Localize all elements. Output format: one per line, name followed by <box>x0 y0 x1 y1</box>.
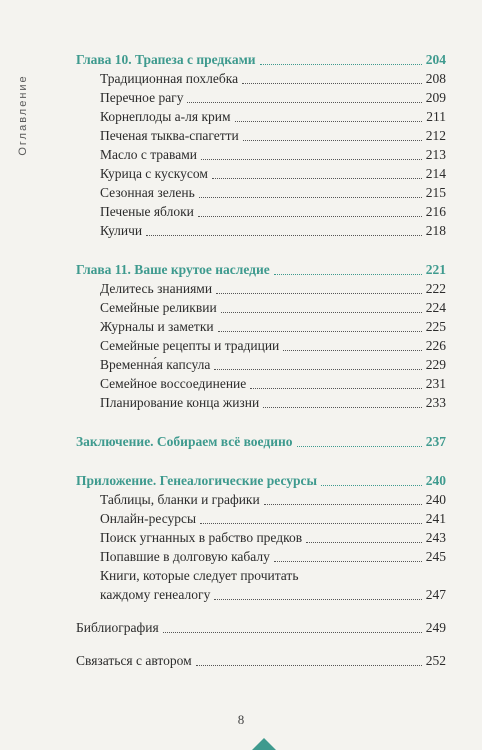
leader-dots <box>250 387 421 389</box>
toc-item[interactable]: Перечное рагу 209 <box>100 90 446 105</box>
toc-item[interactable]: Таблицы, бланки и графики 240 <box>100 492 446 507</box>
leader-dots <box>214 368 421 370</box>
toc-item[interactable]: Онлайн-ресурсы 241 <box>100 511 446 526</box>
leader-dots <box>235 120 423 122</box>
leader-dots <box>216 292 422 294</box>
leader-dots <box>264 503 422 505</box>
toc-item[interactable]: Семейные рецепты и традиции 226 <box>100 338 446 353</box>
leader-dots <box>146 234 422 236</box>
toc-item[interactable]: Печеная тыква-спагетти 212 <box>100 128 446 143</box>
leader-dots <box>243 139 422 141</box>
toc-item-line2: каждому генеалогу 247 <box>100 587 446 602</box>
triangle-marker-icon <box>252 738 276 750</box>
toc-item[interactable]: Планирование конца жизни 233 <box>100 395 446 410</box>
table-of-contents <box>76 50 446 670</box>
toc-chapter-10[interactable]: Глава 10. Трапеза с предками 204 <box>76 52 446 67</box>
leader-dots <box>260 63 422 65</box>
leader-dots <box>263 406 422 408</box>
leader-dots <box>242 82 422 84</box>
leader-dots <box>221 311 422 313</box>
leader-dots <box>274 273 422 275</box>
leader-dots <box>306 541 422 543</box>
page-number: 8 <box>237 712 245 727</box>
toc-item[interactable]: Семейное воссоединение 231 <box>100 376 446 391</box>
leader-dots <box>274 560 422 562</box>
leader-dots <box>214 598 421 600</box>
leader-dots <box>283 349 421 351</box>
leader-dots <box>196 664 422 666</box>
leader-dots <box>163 631 422 633</box>
section-gap <box>76 604 446 618</box>
toc-appendix[interactable]: Приложение. Генеалогические ресурсы 240 <box>76 473 446 488</box>
toc-item[interactable]: Традиционная похлебка 208 <box>100 71 446 86</box>
leader-dots <box>201 158 422 160</box>
leader-dots <box>297 445 422 447</box>
toc-item[interactable]: Попавшие в долговую кабалу 245 <box>100 549 446 564</box>
toc-item[interactable]: Масло с травами 213 <box>100 147 446 162</box>
toc-item[interactable]: Сезонная зелень 215 <box>100 185 446 200</box>
section-gap <box>76 412 446 432</box>
section-gap <box>76 451 446 471</box>
section-gap <box>76 240 446 260</box>
toc-item[interactable]: Печеные яблоки 216 <box>100 204 446 219</box>
leader-dots <box>187 101 421 103</box>
toc-item[interactable]: Курица с кускусом 214 <box>100 166 446 181</box>
leader-dots <box>321 484 422 486</box>
toc-bibliography[interactable]: Библиография 249 <box>76 620 446 635</box>
toc-item[interactable]: Делитесь знаниями 222 <box>100 281 446 296</box>
toc-contact-author[interactable]: Связаться с автором 252 <box>76 653 446 668</box>
toc-item[interactable]: Куличи 218 <box>100 223 446 238</box>
section-gap <box>76 637 446 651</box>
toc-chapter-11[interactable]: Глава 11. Ваше крутое наследие 221 <box>76 262 446 277</box>
leader-dots <box>199 196 422 198</box>
toc-item[interactable]: Поиск угнанных в рабство предков 243 <box>100 530 446 545</box>
toc-item[interactable]: Временна́я капсула 229 <box>100 357 446 372</box>
toc-item[interactable]: Журналы и заметки 225 <box>100 319 446 334</box>
leader-dots <box>212 177 422 179</box>
toc-item[interactable]: Корнеплоды а-ля крим 211 <box>100 109 446 124</box>
toc-item-multiline[interactable]: Книги, которые следует прочитать каждому генеалогу 247 <box>100 568 446 602</box>
toc-item[interactable]: Семейные реликвии 224 <box>100 300 446 315</box>
leader-dots <box>200 522 422 524</box>
leader-dots <box>198 215 422 217</box>
toc-conclusion[interactable]: Заключение. Собираем всё воедино 237 <box>76 434 446 449</box>
leader-dots <box>218 330 422 332</box>
side-label: Оглавление <box>17 74 29 156</box>
